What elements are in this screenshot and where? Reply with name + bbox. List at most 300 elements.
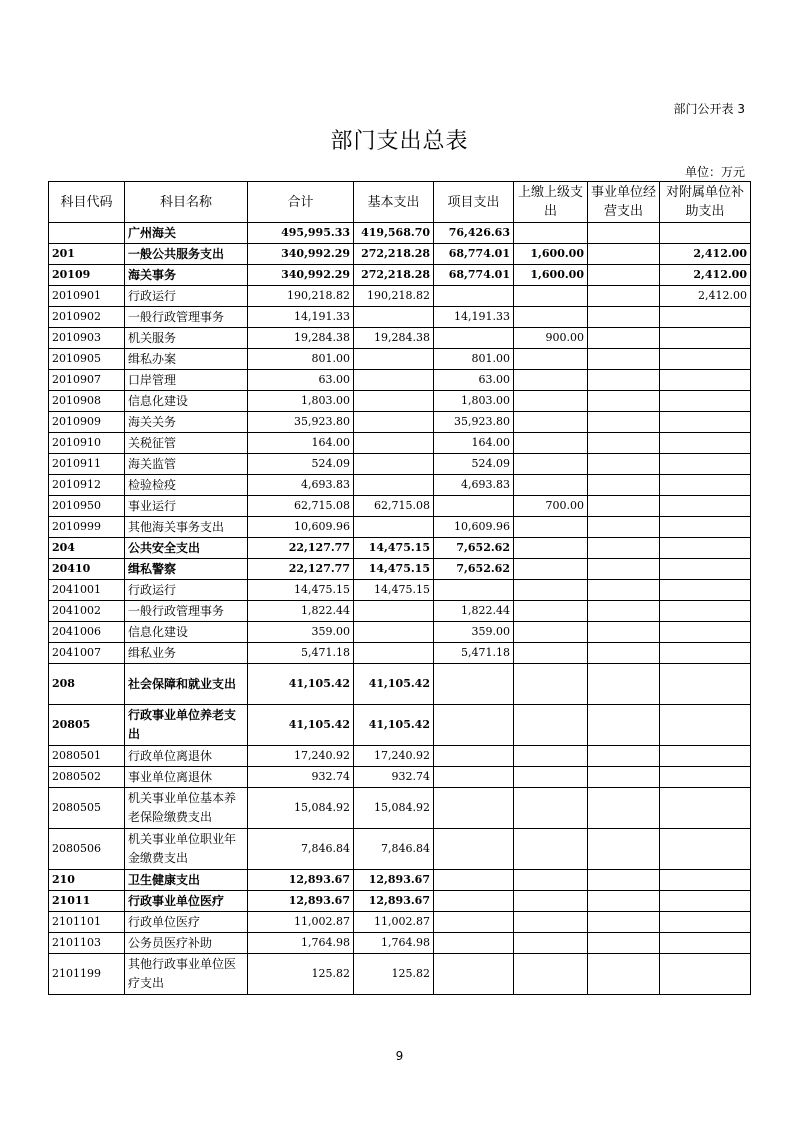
row-total: 1,764.98 [248, 933, 354, 954]
row-total: 35,923.80 [248, 412, 354, 433]
table-row [49, 349, 751, 370]
row-business [588, 601, 660, 622]
row-name: 卫生健康支出 [125, 870, 248, 891]
row-total: 17,240.92 [248, 746, 354, 767]
row-business [588, 391, 660, 412]
row-code: 2010903 [49, 328, 125, 349]
row-project: 801.00 [434, 349, 514, 370]
row-name: 行政单位医疗 [125, 912, 248, 933]
row-project: 35,923.80 [434, 412, 514, 433]
row-project: 68,774.01 [434, 244, 514, 265]
row-upper [514, 307, 588, 328]
row-subsidy [660, 912, 751, 933]
row-total: 63.00 [248, 370, 354, 391]
row-basic [354, 391, 434, 412]
unit-label: 单位：万元 [684, 165, 745, 179]
row-business [588, 328, 660, 349]
row-project: 10,609.96 [434, 517, 514, 538]
row-project [434, 767, 514, 788]
table-body [49, 223, 751, 995]
row-code: 2010909 [49, 412, 125, 433]
row-upper [514, 349, 588, 370]
row-name: 海关关务 [125, 412, 248, 433]
row-code: 20805 [49, 705, 125, 746]
row-basic: 41,105.42 [354, 664, 434, 705]
row-total: 14,475.15 [248, 580, 354, 601]
row-upper [514, 517, 588, 538]
page-title: 部门支出总表 [330, 129, 469, 154]
row-upper [514, 891, 588, 912]
row-basic [354, 433, 434, 454]
row-basic: 190,218.82 [354, 286, 434, 307]
table-row [49, 286, 751, 307]
row-subsidy [660, 412, 751, 433]
row-name: 事业单位离退休 [125, 767, 248, 788]
row-subsidy [660, 496, 751, 517]
row-upper [514, 559, 588, 580]
col-header-project: 项目支出 [434, 182, 514, 223]
row-basic [354, 643, 434, 664]
row-name: 其他海关事务支出 [125, 517, 248, 538]
row-business [588, 370, 660, 391]
row-code: 208 [49, 664, 125, 705]
row-code: 2010912 [49, 475, 125, 496]
row-code: 20109 [49, 265, 125, 286]
row-name: 一般行政管理事务 [125, 601, 248, 622]
row-code: 2010910 [49, 433, 125, 454]
row-code: 2101101 [49, 912, 125, 933]
row-upper [514, 746, 588, 767]
col-header-total: 合计 [248, 182, 354, 223]
row-subsidy [660, 433, 751, 454]
row-project [434, 912, 514, 933]
row-subsidy [660, 454, 751, 475]
row-business [588, 454, 660, 475]
row-total: 15,084.92 [248, 788, 354, 829]
row-code: 2010905 [49, 349, 125, 370]
row-basic: 125.82 [354, 954, 434, 995]
row-business [588, 870, 660, 891]
row-business [588, 705, 660, 746]
row-subsidy [660, 664, 751, 705]
row-code: 2010999 [49, 517, 125, 538]
row-business [588, 622, 660, 643]
row-name: 一般行政管理事务 [125, 307, 248, 328]
row-project [434, 746, 514, 767]
row-business [588, 307, 660, 328]
table-row [49, 580, 751, 601]
row-project [434, 496, 514, 517]
row-total: 7,846.84 [248, 829, 354, 870]
table-row [49, 223, 751, 244]
row-name: 缉私警察 [125, 559, 248, 580]
row-business [588, 349, 660, 370]
row-business [588, 912, 660, 933]
row-code: 2101199 [49, 954, 125, 995]
row-code: 2080502 [49, 767, 125, 788]
row-upper [514, 912, 588, 933]
row-code: 2010901 [49, 286, 125, 307]
row-business [588, 475, 660, 496]
row-project: 68,774.01 [434, 265, 514, 286]
row-subsidy [660, 746, 751, 767]
form-number: 部门公开表 3 [673, 102, 745, 116]
table-row [49, 705, 751, 746]
row-upper: 700.00 [514, 496, 588, 517]
table-row [49, 391, 751, 412]
table-row [49, 496, 751, 517]
table-row [49, 891, 751, 912]
table-row [49, 746, 751, 767]
row-total: 1,803.00 [248, 391, 354, 412]
table-row [49, 517, 751, 538]
row-basic [354, 370, 434, 391]
row-name: 一般公共服务支出 [125, 244, 248, 265]
row-name: 机关事业单位职业年金缴费支出 [125, 829, 248, 870]
table-row [49, 643, 751, 664]
row-name: 行政事业单位医疗 [125, 891, 248, 912]
row-name: 海关事务 [125, 265, 248, 286]
row-subsidy [660, 601, 751, 622]
table-row [49, 788, 751, 829]
row-upper [514, 705, 588, 746]
row-business [588, 265, 660, 286]
row-code: 2041001 [49, 580, 125, 601]
row-upper [514, 643, 588, 664]
row-business [588, 954, 660, 995]
row-business [588, 223, 660, 244]
row-subsidy [660, 891, 751, 912]
row-basic: 15,084.92 [354, 788, 434, 829]
col-header-name: 科目名称 [125, 182, 248, 223]
table-row [49, 664, 751, 705]
row-upper [514, 223, 588, 244]
row-project: 1,803.00 [434, 391, 514, 412]
row-name: 行政运行 [125, 286, 248, 307]
row-upper [514, 286, 588, 307]
row-name: 机关服务 [125, 328, 248, 349]
row-project [434, 328, 514, 349]
row-total: 340,992.29 [248, 244, 354, 265]
row-upper [514, 933, 588, 954]
row-subsidy [660, 643, 751, 664]
row-code: 204 [49, 538, 125, 559]
row-total: 164.00 [248, 433, 354, 454]
row-code: 210 [49, 870, 125, 891]
row-subsidy [660, 370, 751, 391]
row-business [588, 643, 660, 664]
row-basic: 12,893.67 [354, 891, 434, 912]
row-business [588, 788, 660, 829]
row-business [588, 412, 660, 433]
row-basic [354, 412, 434, 433]
row-subsidy [660, 705, 751, 746]
row-business [588, 580, 660, 601]
row-name: 信息化建设 [125, 622, 248, 643]
row-subsidy [660, 517, 751, 538]
row-total: 5,471.18 [248, 643, 354, 664]
row-code [49, 223, 125, 244]
row-business [588, 286, 660, 307]
row-upper [514, 788, 588, 829]
row-basic: 272,218.28 [354, 265, 434, 286]
row-project: 14,191.33 [434, 307, 514, 328]
row-subsidy [660, 391, 751, 412]
row-upper [514, 580, 588, 601]
row-total: 12,893.67 [248, 870, 354, 891]
row-total: 14,191.33 [248, 307, 354, 328]
row-total: 41,105.42 [248, 705, 354, 746]
row-basic [354, 307, 434, 328]
table-row [49, 954, 751, 995]
row-code: 2010911 [49, 454, 125, 475]
row-code: 2041007 [49, 643, 125, 664]
row-upper [514, 475, 588, 496]
row-business [588, 933, 660, 954]
row-upper: 1,600.00 [514, 265, 588, 286]
row-total: 11,002.87 [248, 912, 354, 933]
row-business [588, 244, 660, 265]
row-basic: 62,715.08 [354, 496, 434, 517]
row-upper: 1,600.00 [514, 244, 588, 265]
row-subsidy [660, 788, 751, 829]
row-subsidy [660, 829, 751, 870]
row-project [434, 891, 514, 912]
row-basic: 14,475.15 [354, 559, 434, 580]
row-name: 行政单位离退休 [125, 746, 248, 767]
row-project: 524.09 [434, 454, 514, 475]
row-upper [514, 391, 588, 412]
table-row [49, 538, 751, 559]
row-subsidy [660, 559, 751, 580]
row-project: 63.00 [434, 370, 514, 391]
row-business [588, 664, 660, 705]
row-code: 2010950 [49, 496, 125, 517]
table-row [49, 912, 751, 933]
table-row [49, 265, 751, 286]
row-subsidy: 2,412.00 [660, 244, 751, 265]
row-project: 5,471.18 [434, 643, 514, 664]
row-code: 2080505 [49, 788, 125, 829]
expenditure-table [48, 181, 751, 995]
row-name: 公共安全支出 [125, 538, 248, 559]
page-number: 9 [395, 1049, 404, 1063]
row-project: 4,693.83 [434, 475, 514, 496]
row-project [434, 580, 514, 601]
row-project: 1,822.44 [434, 601, 514, 622]
row-total: 22,127.77 [248, 559, 354, 580]
row-basic [354, 622, 434, 643]
table-row [49, 601, 751, 622]
row-basic: 17,240.92 [354, 746, 434, 767]
row-business [588, 538, 660, 559]
table-row [49, 454, 751, 475]
row-total: 1,822.44 [248, 601, 354, 622]
row-project [434, 829, 514, 870]
row-subsidy [660, 223, 751, 244]
row-business [588, 517, 660, 538]
row-upper [514, 767, 588, 788]
row-basic: 14,475.15 [354, 580, 434, 601]
row-total: 359.00 [248, 622, 354, 643]
row-upper [514, 870, 588, 891]
col-header-business: 事业单位经营支出 [588, 182, 660, 223]
row-upper: 900.00 [514, 328, 588, 349]
row-upper [514, 433, 588, 454]
row-basic: 12,893.67 [354, 870, 434, 891]
row-basic: 932.74 [354, 767, 434, 788]
row-code: 201 [49, 244, 125, 265]
row-upper [514, 454, 588, 475]
row-basic [354, 349, 434, 370]
row-project [434, 870, 514, 891]
row-name: 广州海关 [125, 223, 248, 244]
row-code: 2010908 [49, 391, 125, 412]
row-basic: 14,475.15 [354, 538, 434, 559]
row-total: 4,693.83 [248, 475, 354, 496]
row-basic: 1,764.98 [354, 933, 434, 954]
row-subsidy [660, 580, 751, 601]
row-name: 缉私办案 [125, 349, 248, 370]
row-name: 社会保障和就业支出 [125, 664, 248, 705]
table-row [49, 244, 751, 265]
table-row [49, 829, 751, 870]
row-project [434, 705, 514, 746]
row-total: 801.00 [248, 349, 354, 370]
row-basic [354, 475, 434, 496]
row-business [588, 829, 660, 870]
row-basic [354, 454, 434, 475]
row-name: 行政事业单位养老支出 [125, 705, 248, 746]
row-project [434, 286, 514, 307]
table-row [49, 370, 751, 391]
row-subsidy [660, 349, 751, 370]
row-upper [514, 664, 588, 705]
row-upper [514, 601, 588, 622]
row-total: 22,127.77 [248, 538, 354, 559]
table-row [49, 767, 751, 788]
row-code: 21011 [49, 891, 125, 912]
row-total: 19,284.38 [248, 328, 354, 349]
row-project [434, 933, 514, 954]
row-business [588, 746, 660, 767]
row-total: 125.82 [248, 954, 354, 995]
row-name: 机关事业单位基本养老保险缴费支出 [125, 788, 248, 829]
table-row [49, 870, 751, 891]
row-total: 12,893.67 [248, 891, 354, 912]
row-project [434, 954, 514, 995]
row-code: 2041006 [49, 622, 125, 643]
row-total: 524.09 [248, 454, 354, 475]
row-basic [354, 601, 434, 622]
row-project: 7,652.62 [434, 538, 514, 559]
row-name: 信息化建设 [125, 391, 248, 412]
row-project: 7,652.62 [434, 559, 514, 580]
row-subsidy [660, 307, 751, 328]
row-total: 41,105.42 [248, 664, 354, 705]
row-business [588, 767, 660, 788]
row-subsidy [660, 954, 751, 995]
row-business [588, 496, 660, 517]
row-basic: 419,568.70 [354, 223, 434, 244]
row-total: 190,218.82 [248, 286, 354, 307]
table-row [49, 622, 751, 643]
row-name: 行政运行 [125, 580, 248, 601]
row-total: 10,609.96 [248, 517, 354, 538]
table-row [49, 475, 751, 496]
row-subsidy: 2,412.00 [660, 286, 751, 307]
row-upper [514, 412, 588, 433]
row-upper [514, 954, 588, 995]
row-basic: 272,218.28 [354, 244, 434, 265]
row-name: 海关监管 [125, 454, 248, 475]
col-header-code: 科目代码 [49, 182, 125, 223]
row-project: 164.00 [434, 433, 514, 454]
row-project [434, 788, 514, 829]
row-code: 2101103 [49, 933, 125, 954]
row-code: 20410 [49, 559, 125, 580]
row-code: 2010907 [49, 370, 125, 391]
row-basic: 7,846.84 [354, 829, 434, 870]
row-code: 2010902 [49, 307, 125, 328]
table-row [49, 307, 751, 328]
row-subsidy: 2,412.00 [660, 265, 751, 286]
row-project: 359.00 [434, 622, 514, 643]
row-subsidy [660, 622, 751, 643]
row-total: 62,715.08 [248, 496, 354, 517]
row-subsidy [660, 538, 751, 559]
row-basic: 11,002.87 [354, 912, 434, 933]
row-name: 事业运行 [125, 496, 248, 517]
row-name: 其他行政事业单位医疗支出 [125, 954, 248, 995]
row-total: 495,995.33 [248, 223, 354, 244]
row-code: 2080506 [49, 829, 125, 870]
row-name: 口岸管理 [125, 370, 248, 391]
table-row [49, 559, 751, 580]
row-business [588, 891, 660, 912]
row-business [588, 559, 660, 580]
row-name: 检验检疫 [125, 475, 248, 496]
row-project: 76,426.63 [434, 223, 514, 244]
row-name: 关税征管 [125, 433, 248, 454]
row-total: 340,992.29 [248, 265, 354, 286]
row-subsidy [660, 767, 751, 788]
row-basic: 41,105.42 [354, 705, 434, 746]
table-row [49, 412, 751, 433]
row-subsidy [660, 933, 751, 954]
row-basic [354, 517, 434, 538]
col-header-subsidy: 对附属单位补助支出 [660, 182, 751, 223]
row-business [588, 433, 660, 454]
row-name: 缉私业务 [125, 643, 248, 664]
table-row [49, 933, 751, 954]
row-code: 2080501 [49, 746, 125, 767]
row-upper [514, 622, 588, 643]
row-name: 公务员医疗补助 [125, 933, 248, 954]
row-code: 2041002 [49, 601, 125, 622]
row-total: 932.74 [248, 767, 354, 788]
col-header-upper: 上缴上级支出 [514, 182, 588, 223]
row-upper [514, 538, 588, 559]
row-subsidy [660, 475, 751, 496]
table-row [49, 328, 751, 349]
row-upper [514, 370, 588, 391]
row-basic: 19,284.38 [354, 328, 434, 349]
row-subsidy [660, 328, 751, 349]
table-header-row [49, 182, 751, 223]
row-project [434, 664, 514, 705]
row-subsidy [660, 870, 751, 891]
